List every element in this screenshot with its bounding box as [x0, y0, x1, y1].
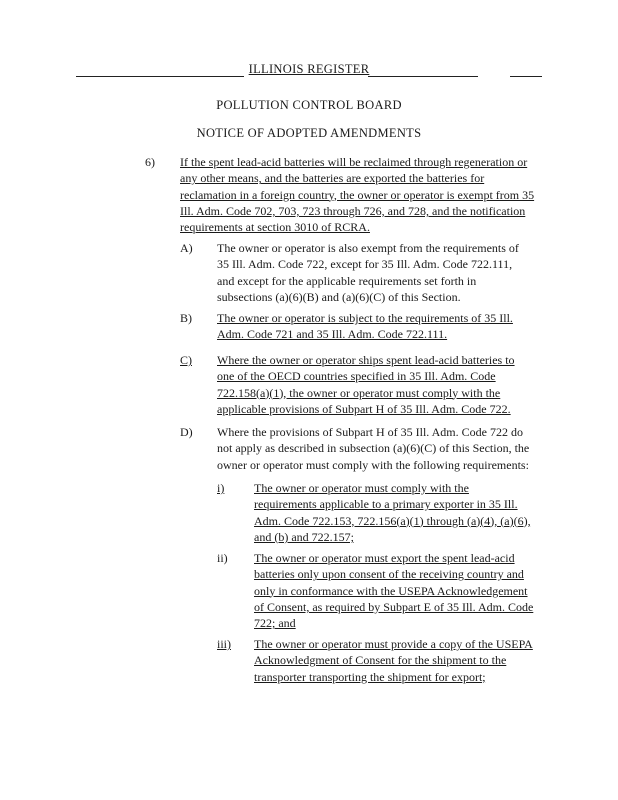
subitem-ii-label: ii) [217, 551, 228, 565]
item-c-text: Where the owner or operator ships spent lead-acid batteries to one of the OECD countries specified in 35 Ill. Adm. Code 722.158(a)(1), the owner or operator must comply with the applicable provisions of Subpart H of 35 Ill. Adm. Code 722. [217, 353, 515, 416]
item-c-label: C) [180, 353, 192, 367]
subitem-i-text: The owner or operator must comply with the requirements applicable to a primary exporter in 35 Ill. Adm. Code 722.153, 722.156(a)(1) through (a)(4), (a)(6), and (b) and 722.157; [254, 481, 531, 544]
subitem-i-label: i) [217, 481, 225, 495]
subitem-iii-label: iii) [217, 637, 231, 651]
register-title [0, 62, 618, 77]
subitem-ii-text: The owner or operator must export the spent lead-acid batteries only upon consent of the receiving country and only in conformance with the USEPA Acknowledgement of Consent, as required by Subpart E of 35 Ill. Adm. Code 722; and [254, 551, 534, 631]
item-d-text: Where the provisions of Subpart H of 35 Ill. Adm. Code 722 do not apply as described in subsection (a)(6)(C) of this Section, the owner or operator must comply with the following requirements: [217, 425, 530, 472]
item-a-text: The owner or operator is also exempt from the requirements of 35 Ill. Adm. Code 722, except for 35 Ill. Adm. Code 722.111, and except for the applicable requirements set forth in subsections (a)(6)(B) and (a)(6)(C) of this Section. [217, 241, 519, 304]
board-title: POLLUTION CONTROL BOARD [216, 98, 402, 112]
register-title-text: ILLINOIS REGISTER [248, 62, 370, 76]
section-6-text: If the spent lead-acid batteries will be reclaimed through regeneration or any other means, and the batteries are exported the batteries for reclamation in a foreign country, the owner or operator is exempt from 35 Ill. Adm. Code 702, 703, 723 through 726, and 728, and the notification requirements at section 3010 of RCRA. [180, 155, 535, 235]
item-b-text: The owner or operator is subject to the requirements of 35 Ill. Adm. Code 721 and 35 Ill. Adm. Code 722.111. [217, 311, 513, 342]
item-a-label: A) [180, 241, 193, 255]
item-b-label: B) [180, 311, 192, 325]
item-d-label: D) [180, 425, 193, 439]
notice-title: NOTICE OF ADOPTED AMENDMENTS [196, 126, 422, 140]
subitem-iii-text: The owner or operator must provide a copy of the USEPA Acknowledgment of Consent for the shipment to the transporter transporting the shipment for export; [254, 637, 533, 684]
section-6-label: 6) [145, 155, 155, 169]
